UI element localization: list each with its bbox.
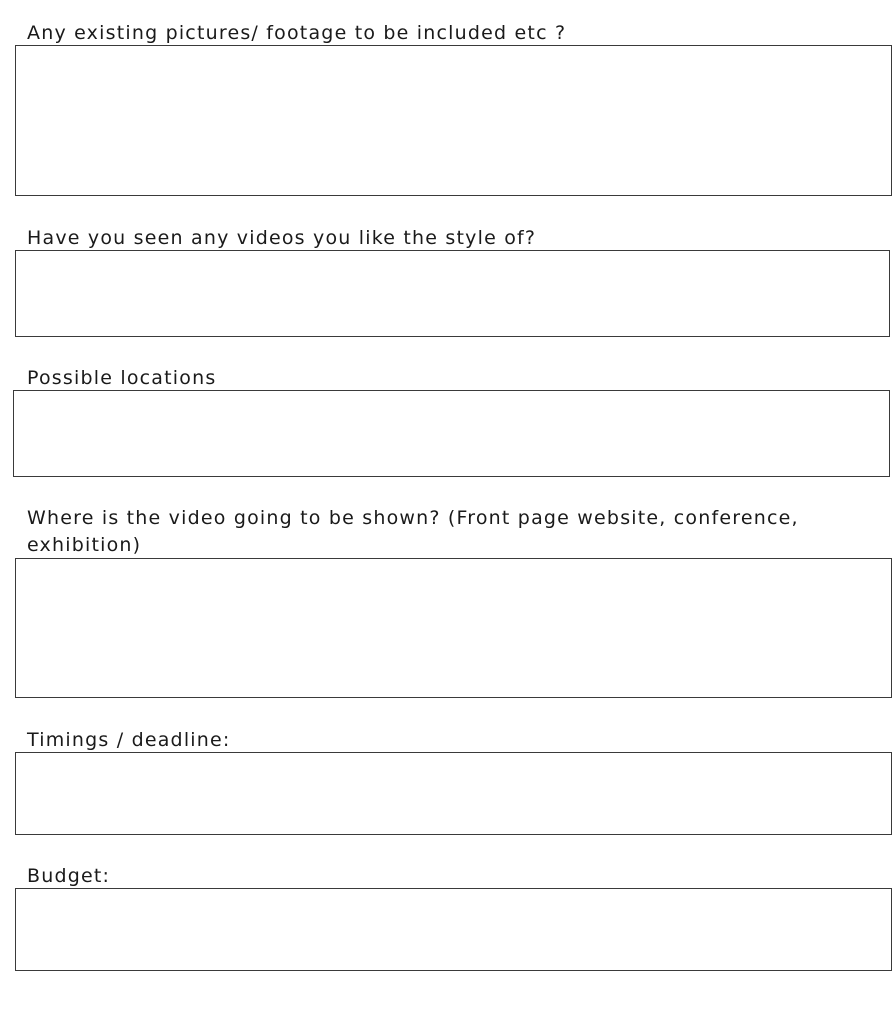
video-style-label: Have you seen any videos you like the style of? (27, 227, 537, 249)
timings-deadline-answer-box[interactable] (15, 752, 892, 835)
possible-locations-label: Possible locations (27, 367, 217, 389)
existing-footage-label: Any existing pictures/ footage to be included etc ? (27, 22, 567, 44)
possible-locations-answer-box[interactable] (13, 390, 890, 477)
video-style-answer-box[interactable] (15, 250, 890, 337)
timings-deadline-label: Timings / deadline: (27, 729, 231, 751)
existing-footage-answer-box[interactable] (15, 45, 892, 196)
video-shown-label-line1: Where is the video going to be shown? (Front page website, conference, (27, 507, 799, 529)
video-shown-label-line2: exhibition) (27, 534, 142, 556)
budget-label: Budget: (27, 865, 111, 887)
budget-answer-box[interactable] (15, 888, 892, 971)
video-shown-answer-box[interactable] (15, 558, 892, 698)
